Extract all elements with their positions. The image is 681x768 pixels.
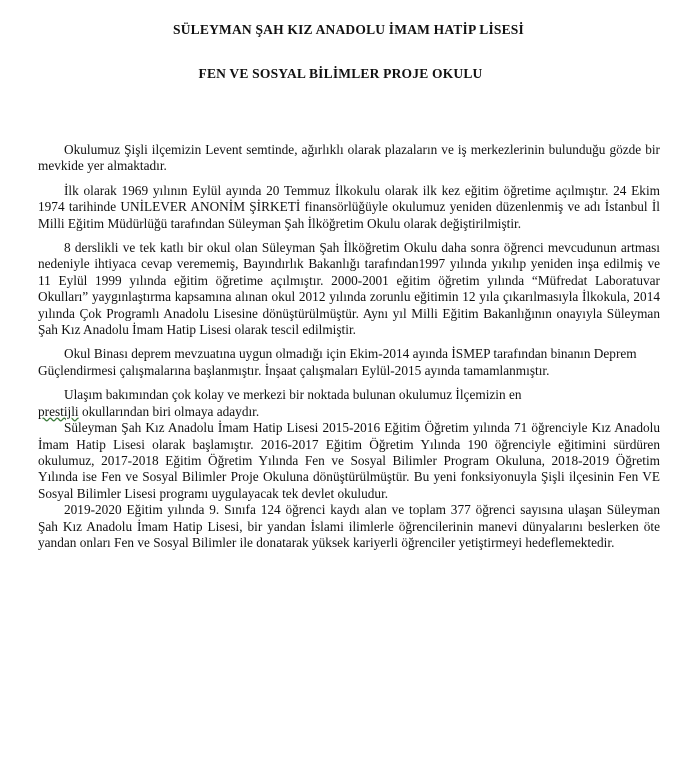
paragraph-location: Okulumuz Şişli ilçemizin Levent semtinde, ağırlıklı olarak plazaların ve iş merkezlerinin bulunduğu gözde bir mevkide yer almaktadır. — [38, 142, 660, 174]
paragraph-program-history: Süleyman Şah Kız Anadolu İmam Hatip Lisesi 2015-2016 Eğitim Öğretim yılında 71 öğrenciyle Kız Anadolu İmam Hatip Lisesi olarak başlamıştır. 2016-2017 Eğitim Öğretim Yılında 190 öğrenciyle eğitimini sürdüren okulumuz, 2017-2018 Eğitim Öğretim Yılında Fen ve Sosyal Bilimler Program Okuluna, 2018-2019 Öğretim Yılında ise Fen ve Sosyal Bilimler Proje Okuluna dönüştürülmüştür. Bu yeni fonksiyonuyla Şişli ilçesinin Fen VE Sosyal Bilimler Lisesi programı uygulayacak tek devlet okuludur. — [38, 420, 660, 501]
paragraph-history-rebuild: 8 derslikli ve tek katlı bir okul olan Süleyman Şah İlköğretim Okulu daha sonra öğrenci mevcudunun artması nedeniyle ihtiyaca cevap verememiş, Bayındırlık Bakanlığı tarafından1997 yılında yıkılıp yeniden inşa edilmiş ve 11 Eylül 1999 yılında eğitim öğretime açılmıştır. 2000-2001 eğitim öğretim yılında “Müfredat Laboratuvar Okulları” yaygınlaştırma kapsamına alınan okul 2012 yılında zorunlu eğitimin 12 yıla çıkarılmasıyla İlkokula, 2014 yılında Çok Programlı Anadolu Lisesine dönüştürülmüştür. Aynı yıl Milli Eğitim Bakanlığının onayıyla Süleyman Şah Kız Anadolu İmam Hatip Lisesi olarak tescil edilmiştir. — [38, 240, 660, 338]
paragraph-transport-1: Ulaşım bakımından çok kolay ve merkezi bir noktada bulunan okulumuz İlçemizin en — [64, 387, 522, 403]
paragraph-earthquake-1: Okul Binası deprem mevzuatına uygun olmadığı için Ekim-2014 ayında İSMEP tarafından binanın Deprem — [64, 346, 637, 362]
program-subtitle: FEN VE SOSYAL BİLİMLER PROJE OKULU — [198, 66, 483, 81]
underlined-word: prestijli — [38, 403, 79, 419]
document-body — [38, 142, 660, 551]
paragraph-current-status: 2019-2020 Eğitim yılında 9. Sınıfa 124 öğrenci kaydı alan ve toplam 377 öğrenci sayısına ulaşan Süleyman Şah Kız Anadolu İmam Hatip Lisesi, bir yandan İslami ilimlerle öğrencilerinin manevi dünyalarını beslerken öte yandan onları Fen ve Sosyal Bilimler ile donatarak yüksek kariyerli öğrenciler yetiştirmeyi hedeflemektedir. — [38, 502, 660, 550]
paragraph-history-1969: İlk olarak 1969 yılının Eylül ayında 20 Temmuz İlkokulu olarak ilk kez eğitim öğretime açılmıştır. 24 Ekim 1974 tarihinde UNİLEVER ANONİM ŞİRKETİ finansörlüğüyle okulumuz yeniden düzenlenmiş ve adı İstanbul İl Milli Eğitim Müdürlüğü tarafından Süleyman Şah İlköğretim Okulu olarak değiştirilmiştir. — [38, 182, 660, 231]
paragraph-transport-2 — [38, 404, 660, 420]
paragraph-earthquake-2: Güçlendirmesi çalışmalarına başlanmıştır. İnşaat çalışmaları Eylül-2015 ayında tamamlanmıştır. — [38, 362, 550, 378]
school-name-title: SÜLEYMAN ŞAH KIZ ANADOLU İMAM HATİP LİSESİ — [173, 22, 524, 37]
paragraph-transport-2-text: okullarından biri olmaya adaydır. — [81, 403, 260, 419]
